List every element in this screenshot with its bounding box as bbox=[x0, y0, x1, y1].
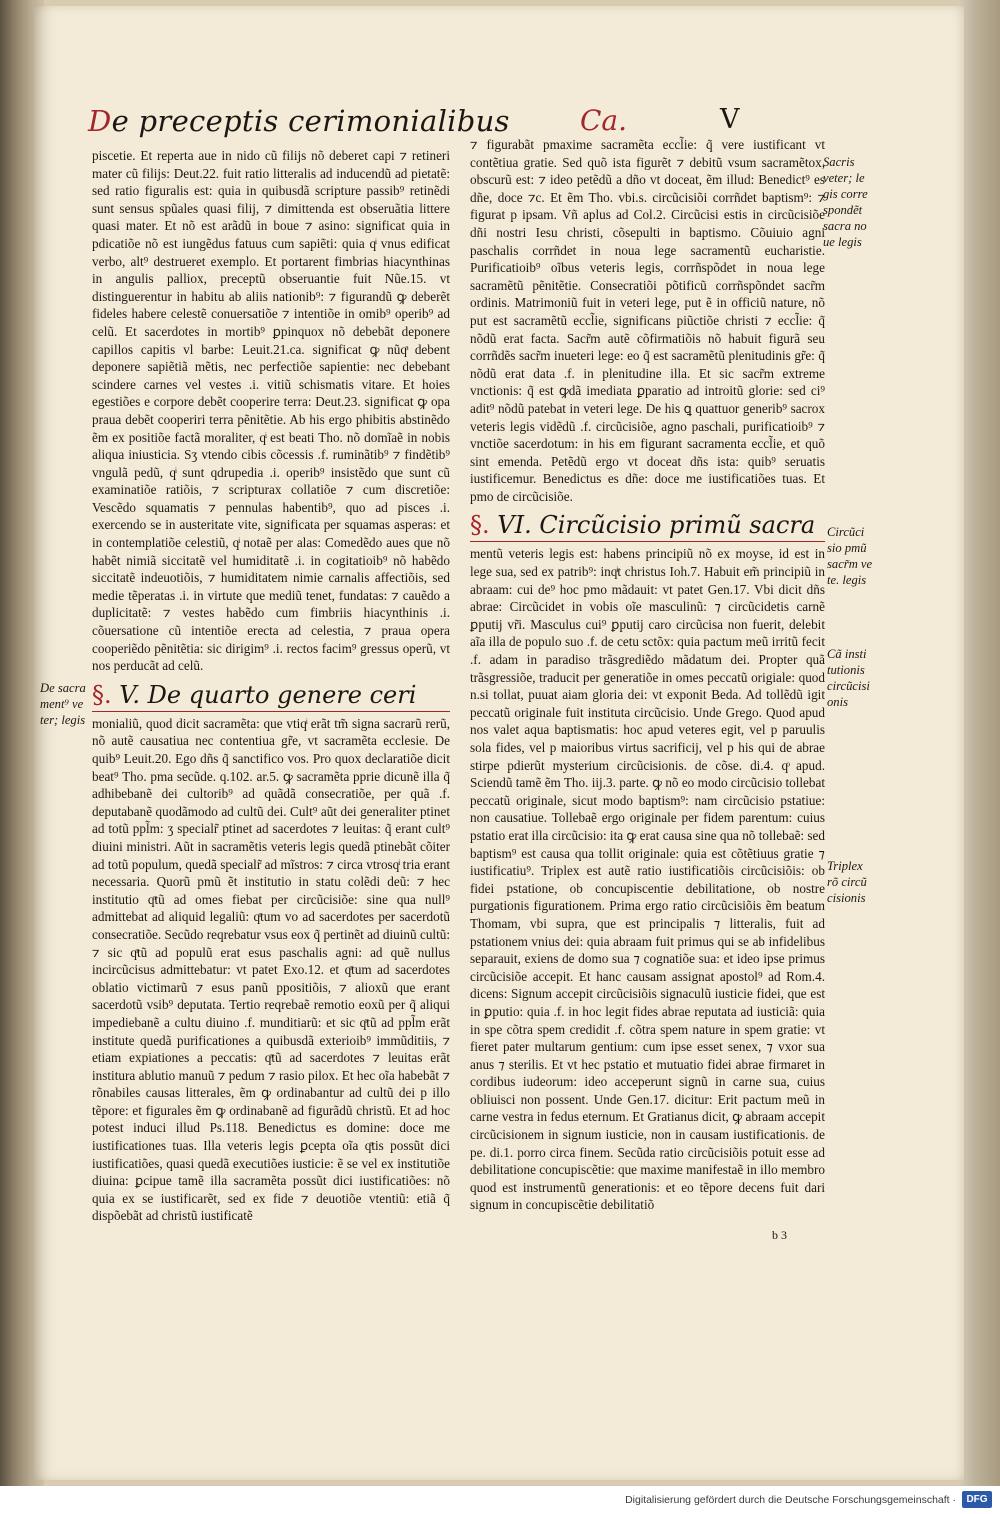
right-column-text-continued: mentũ veteris legis est: habens principiũ nõ ex moyse, id est in lege sua, sed ex patrib⁹: inqͥt christus Ioh.7. Habuit em̃ principiũ in abraam: cui de⁹ hoc pmo mãdauit: vt patet Gen.17. Vbi dicit dñs abrae: Circũcidet in vobis oĩe masculinũ: ⁊ circũcidetis carnẽ ꝑputij vr̃i. Masculus cui⁹ ꝑputij caro circũcisa non fuerit, delebit aĩa illa de populo suo .f. de cetu sctõx: quia pactum meũ irritũ fecit .f. adam in paradiso trãsgrediẽdo mãdatum dei. Propter quã trãsgressiõe, traducit per generatiõe in omes peccatũ origiale: quod n.si tollat, puuat aiam gloria dei: vt exponit Beda. Ad tollẽdũ igit peccatũ originale fuit instituta circũcisio. Unde Grego. Quod apud nos valet aqua baptismatis: hoc apud veteres egit, vel p paruulis sola fides, vel p maioribus virtus sacrificij, vel p his qui de abrae stirpe pdierũt mysterium circũcisionis. de cõse. di.4. qͦ apud. Sciendũ tamẽ ẽm Tho. iij.3. parte. ꝙ nõ eo modo circũcisio tollebat peccatũ originale, sicut modo baptism⁹: nam circũcisio pstatiue: non causatiue. Tollebaẽ ergo originale per fidem parentum: cuius pstatio erat illa circũcisio: ita ꝙ erat causa sine qua nõ tollebaẽ: sed baptism⁹ est causa qua tollit originale: quia est cõtẽtiuus gratie ⁊ iustificatiu⁹. Triplex est autẽ ratio iustificatiõis circũcisiõis: ob fidei pstatione, ob concupiscentie debilitatione, ob nostre purgationis figurationem. Prima ergo ratio circũcisiõis ẽm beatum Thomam, vbi supra, que est principalis ⁊ litteralis, fuit ad pstationem vnius dei: quia abraam fuit primus qui se ab infidelibus separauit, exiens de domo sua ⁊ cognatiõe sua: et ideo ipse primus circũcisiõe accepit. Et hanc causam assignat apostol⁹ ad Rom.4. dicens: Signum accepit circũcisiõis signaculũ iusticie fidei, que est in ꝑputio: quia .f. in hoc legit fides abrae reputata ad iusticiã: quia in spe cõtra spem credidit .f. cõtra spem nature in spem gratie: vt fieret pater multarum gentium: cum ipse esset senex, ⁊ vxor sua anus ⁊ sterilis. Et vt hec pstatio et mutuatio fidei abrae firmaret in cordibus iudeorum: ideo acceperunt signũ in carne sua, cuius obliuisci non possent. Unde Gen.17. dicitur: Erit pactum meũ in carne vestra in fedus eternum. Et Gratianus dicit, ꝙ abraam accepit circũcisionem in signum iusticie, non in causam iustificationis. de pe. di.1. porro circa finem. Secũda ratio circũcisiõis potuit esse ad debilitatione concupiscẽtie: que maxime manifestaẽ in illo membro quod est instrumentũ generationis: et eo tẽpore decens fuit dari signum in concupiscẽtie debilitatiõ bbox=[470, 546, 825, 1213]
chapter-numeral: V bbox=[720, 104, 740, 135]
section-heading-v bbox=[92, 680, 450, 712]
right-column-text: ⁊ figurabãt pmaxime sacramẽta eccl̃ie: q̃ vere iustificant vt contẽtiua gratie. Sed quõ ista figurẽt ⁊ debitũ vsum sacramẽtox, obscurũ est: ⁊ ideo petẽdũ a dño vt doceat, ẽm illud: Benedict⁹ es dñe, doce ⁊c. Et ẽm Tho. vbi.s. circũcisiõi corrñdet baptism⁹: ⁊ figurat p ipsam. Vñ aplus ad Col.2. Circũcisi estis in circũcisiõe dñi nostri Iesu christi, cõsepulti in baptismo. Cõuiuio agni paschalis corrñdet in noua lege sacramentũ eucharistie. Purificatioib⁹ oĩbus veteris legis, corrñspõdet in noua lege sacramẽtũ pẽnitẽtie. Consecratiõi põtificũ corrñspõndet sacr̃m ordinis. Matrimoniũ fuit in veteri lege, put ẽ in officiũ nature, nõ put est sacramẽtũ eccl̃ie, significans piũctiõe christi ⁊ eccl̃ie: q̃ nõdũ erat facta. Sacr̃m autẽ cõfirmatiõis nõ habuit figurã seu corrñdẽs sacr̃m inueteri lege: eo q̃ est sacramẽtũ plenitudinis gr̃e: q̃ nõdũ erat data .f. in plenitudine illa. Et sic sacr̃m extreme vnctionis: q̃ est ꝙdã imediata ꝑparatio ad introitũ glorie: sed ci⁹ adit⁹ nõdũ patebat in veteri lege. De his ꝗ quattuor generib⁹ sacrox veteris legis vidẽdũ .f. circũcisiõe, agno paschali, purificatioib⁹ ⁊ vnctiõe sacerdotum: in his em figurant sacramenta eccl̃ie, et quõ sint emenda. Petẽdũ ergo vt doceat dñs ista: quib⁹ seruatis iustificemur. Benedictus es dñe: doce me iustificatiões tuas. Et pmo de circũcisiõe. bbox=[470, 137, 825, 504]
running-head-title: De preceptis cerimonialibus bbox=[88, 104, 510, 138]
right-column bbox=[470, 136, 825, 1242]
margin-note-de-sacramentis: De sacra ment⁹ ve ter; legis bbox=[40, 681, 86, 727]
margin-note-circumcisio: Circũci sio pmũ sacr̃m ve te. legis bbox=[827, 525, 873, 587]
margin-note-triplex: Triplex rõ circũ cisionis bbox=[827, 859, 867, 905]
section-heading-vi-text: VI. Circũcisio primũ sacra bbox=[497, 511, 816, 540]
section-heading-vi bbox=[470, 510, 825, 542]
footer-credit: Digitalisierung gefördert durch die Deutsche Forschungsgemeinschaft · bbox=[625, 1494, 956, 1506]
paragraph-mark: §. bbox=[92, 680, 112, 709]
margin-note-sacris: Sacris veter; le gis corre spondẽt sacra no ue legis bbox=[823, 155, 868, 249]
signature-mark: b 3 bbox=[772, 1228, 787, 1242]
margin-note-causa-institutionis: Cã insti tutionis circũcisi onis bbox=[827, 647, 870, 709]
left-column-text: piscetie. Et reperta aue in nido cũ filijs nõ deberet capi ⁊ retineri mater cũ filijs: Deut.22. fuit ratio litteralis ad inducendũ ad pietatẽ: sed ratio figuralis est: quia in quibusdã scripture passib⁹ retinẽdi sunt sensus spũales quasi filij, ⁊ dimittenda est obseruãtia littere quasi mater. Et nõ est arãdũ in boue ⁊ asino: significat quia in pdicatiõe nõ est iungẽdus fatuus cum sapiẽti: quia qͥ vnus edificat verbo, alt⁹ destrueret exemplo. Et portarent fimbrias hiacynthinas in angulis palliox, preceptũ obseruantie fuit Nũe.15. vt distinguerentur in habitu ab aliis nationib⁹: ⁊ figurandũ ꝙ deberẽt fideles habere celestẽ conuersatiõe ⁊ intentiõe in omib⁹ operib⁹ ad celũ. Et sacerdotes in mortib⁹ ꝑpinquox nõ debebãt deponere capillos capitis vl barbe: Leuit.21.ca. significat ꝙ nũqͣ debent deponere sapiẽtiã mẽtis, nec perfectiõe sapientie: nec debebant scindere carnes vel vestes .i. vitiũ schismatis vitare. Et hoies egestiões e corpore debẽt cooperire terra: Deut.23. significat ꝙ opa praua debẽt cooperiri terra pẽnitẽtie. Ab his ergo phibitis abstinẽdo ẽm ex positiõe factã moraliter, qͥ est beati Tho. nõ domĩaẽ in nobis aliqua iniusticia. Sʒ vtendo cibis cõcessis .f. ruminãtib⁹ ⁊ findẽtib⁹ vngulã pedũ, qͥ sunt qdrupedia .i. operib⁹ insistẽdo que sunt cũ examinatiõe ratiõis, ⁊ scripturax collatiõe ⁊ cum discretiõe: Vescẽdo squamatis ⁊ pennulas habentib⁹, quo ad pisces .i. exercendo se in austeritate vite, significata per squamas asperas: et in contemplatiõe celestiũ, qͥ notaẽ per alas: Comedẽdo aues que nõ habẽt nimiã siccitatẽ vel humiditatẽ .i. in cogitatioib⁹ nõ habẽdo siccitatẽ indeuotiõis, ⁊ humiditatem nimie carnalis affectiõis, sed medie tẽperatas .i. in virtute que mediũ tenet, fundatas: ⁊ cauẽdo a duplicitatẽ: ⁊ vestes habẽdo cum fimbriis hiacynthinis .i. cõuersatione cũ intentiõe erecta ad celestia, ⁊ praua opera cooperiẽdo pẽnitẽtia: sic dirigim⁹ .i. rectos facim⁹ gressus operũ, vt nos perducãt ad celũ. bbox=[92, 148, 450, 674]
dfg-logo[interactable]: DFG bbox=[962, 1491, 992, 1508]
footer-bar bbox=[0, 1486, 1000, 1514]
section-heading-v-text: V. De quarto genere ceri bbox=[119, 680, 417, 709]
left-column-text-continued: monialiũ, quod dicit sacramẽta: que vtiqͥ erãt tm̃ signa sacrarũ rerũ, nõ autẽ causatiua nec contentiua gr̃e, vt sacramẽta ecclesie. De quib⁹ Leuit.20. Ego dñs q̃ sanctifico vos. Pro quox declaratiõe dicit beat⁹ Tho. pma secũde. q.102. ar.5. ꝙ sacramẽta pprie dicunẽ illa q̃ adhibebanẽ dei cultorib⁹ ad quãdã consecratiõe, per quã .f. deputabanẽ quodãmodo ad cultũ dei. Cult⁹ aũt dei generaliter ptinet ad totũ ppl̃m: ʒ specialr̃ ptinet ad sacerdotes ⁊ leuitas: q̃ erant cult⁹ diuini ministri. Aũt in sacramẽtis veteris legis quedã ptinebãt cõiter ad totũ populum, quedã specialr̃ ad mĩstros: ⁊ circa vtrosqͥ tria erant necessaria. Quorũ pmũ ẽt institutio in statu colẽdi deũ: ⁊ hec institutio qͣtũ ad omes fiebat per circũcisiõe: sine qua null⁹ admittebat ad aliquid legaliũ: qͣtum vo ad sacerdotes per sacerdotũ consecratiõe. Secũdo reqrebatur vsus eox q̃ pertinẽt ad diuinũ cultũ: ⁊ sic qͣtũ ad populũ erat esus paschalis agni: ad quẽ nullus incircũcisus admittebatur: vt patet Exo.12. et qͣtum ad sacerdotes oblatio victimarũ ⁊ esus panũ ppositiõis, ⁊ alioxũ que erant sacerdotũ vsib⁹ deputata. Tertio reqrebaẽ remotio eoxũ per q̃ aliqui impediebanẽ a cultu diuino .f. munditiarũ: et sic qͣtũ ad ppl̃m erãt institute quedã purificationes a quibusdã exterioib⁹ immũditiis, ⁊ etiam expiationes a peccatis: qͣtũ ad sacerdotes ⁊ leuitas erãt institura ablutio manuũ ⁊ pedum ⁊ rasio pilox. Et hec oĩa habebãt ⁊ rõnabiles causas litterales, ẽm ꝙ ordinabantur ad cultũ dei p illo tẽpore: et figurales ẽm ꝙ ordinabanẽ ad figurãdũ christũ. Et ad hoc potest induci illud Ps.118. Benedictus es domine: doce me iustificationes tuas. Illa veteris legis ꝑcepta oĩa qͣtis possũt dici iustificatiões, quasi quedã executiões iusticie: ẽ se vel ex institutiõe diuina: ꝑcipue tamẽ illa sacramẽta possũt dici iustificatiões: nõ quia ex se iustificarẽt, sed ex fide ⁊ deuotiõe vtentiũ: etiã q̃ dispõebãt ad christũ iustificatẽ bbox=[92, 715, 450, 1224]
page-stack-right bbox=[958, 0, 1000, 1486]
chapter-mark: Ca. bbox=[580, 104, 628, 137]
left-column bbox=[92, 147, 450, 1259]
paragraph-mark: §. bbox=[470, 511, 490, 540]
